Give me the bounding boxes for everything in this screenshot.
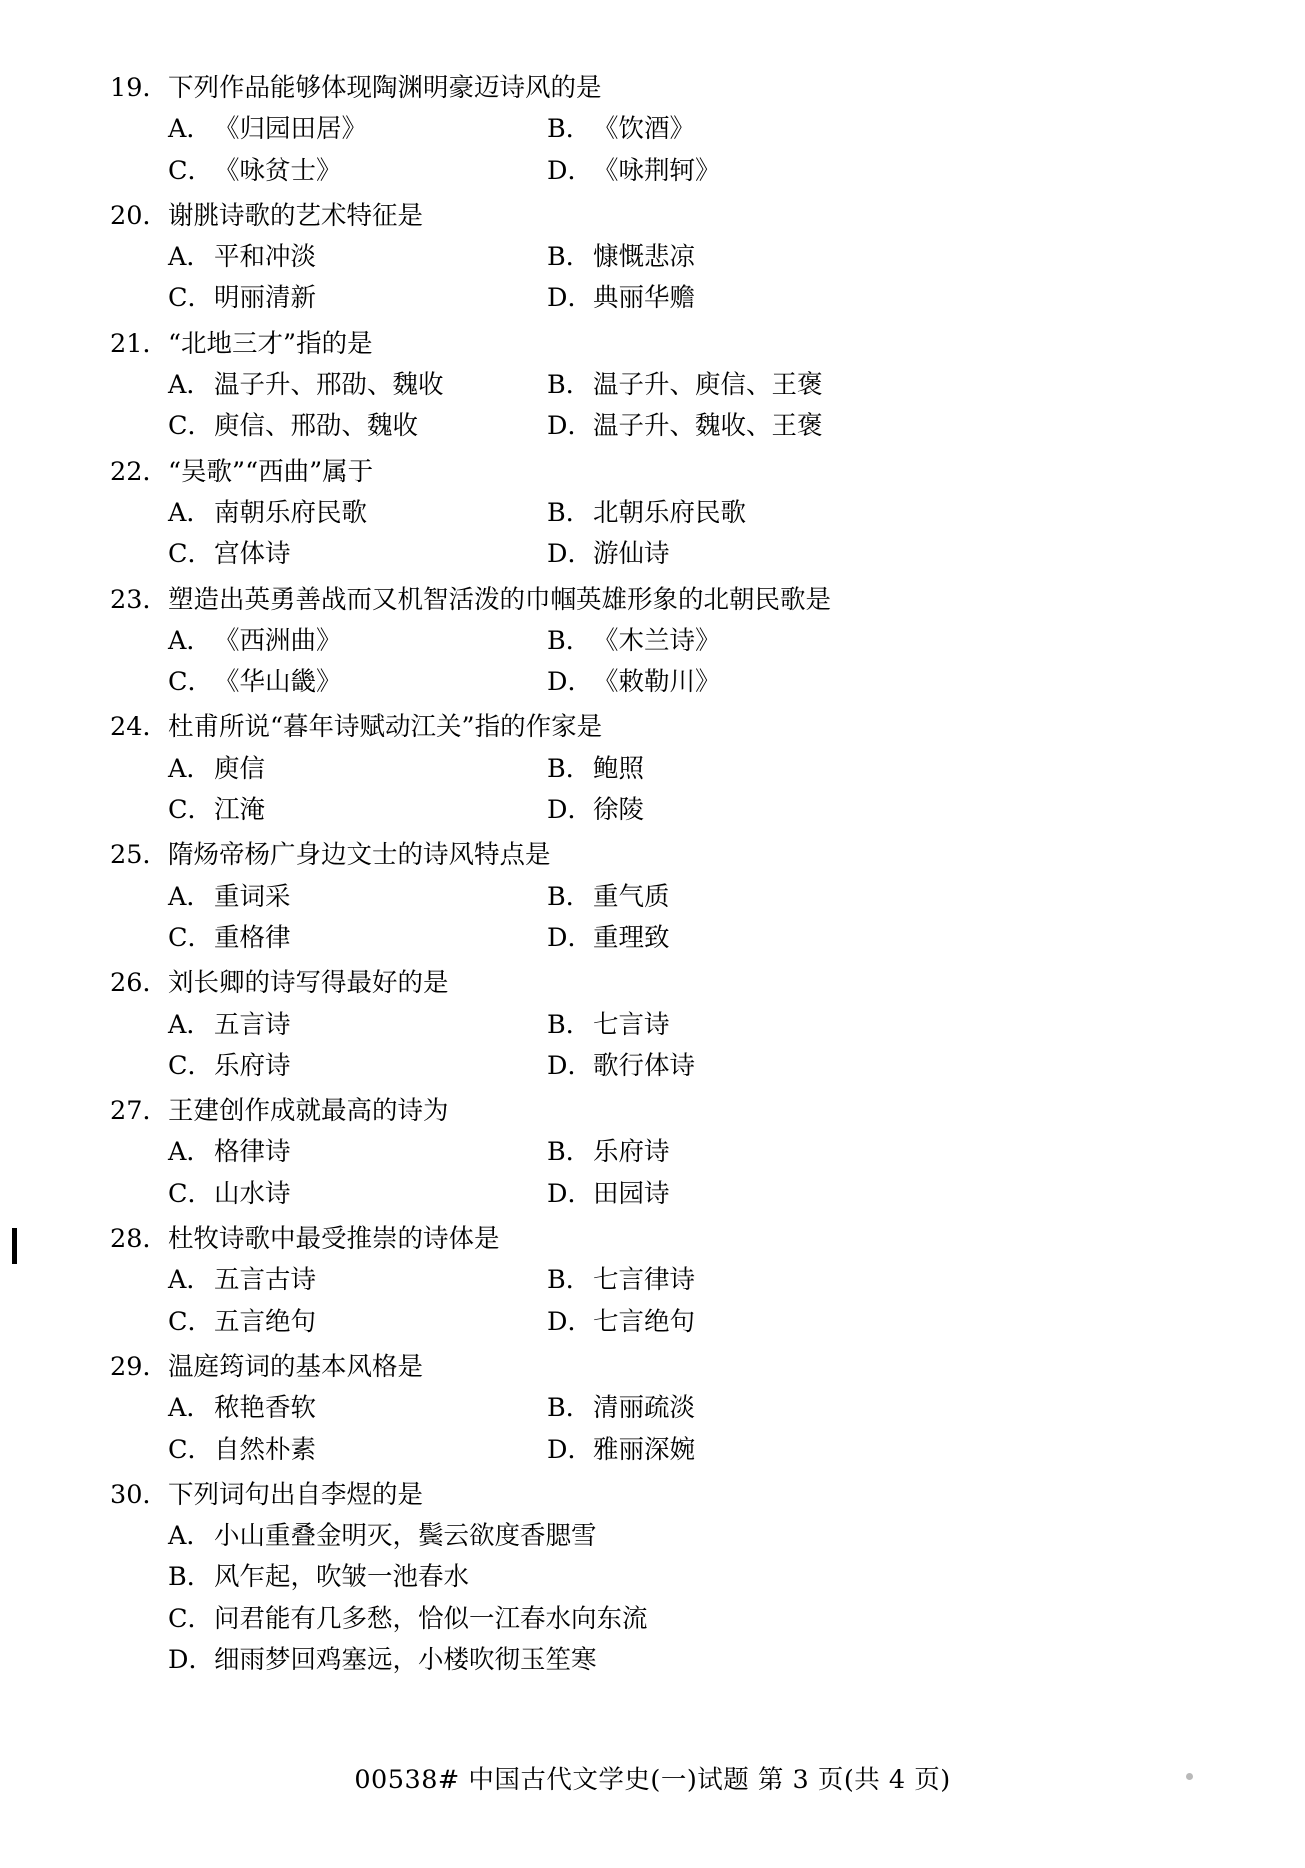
question-number: 21． (110, 328, 168, 359)
question-item (110, 68, 1200, 192)
option-text: 《华山畿》 (214, 667, 342, 698)
option-text: 秾艳香软 (214, 1393, 317, 1424)
question-stem (110, 196, 1200, 237)
option-text: 清丽疏淡 (593, 1393, 696, 1424)
option-text: 南朝乐府民歌 (214, 497, 368, 528)
option-row (110, 1557, 1200, 1598)
option-text: 歌行体诗 (593, 1050, 696, 1081)
question-text: 刘长卿的诗写得最好的是 (168, 968, 449, 999)
question-number: 28． (110, 1224, 168, 1255)
question-text: 下列词句出自李煜的是 (168, 1479, 424, 1510)
question-text: “北地三才”指的是 (168, 328, 373, 359)
question-text: 下列作品能够体现陶渊明豪迈诗风的是 (168, 73, 602, 103)
option-c[interactable] (110, 1174, 515, 1215)
option-row (110, 1046, 1200, 1087)
option-text: 《敕勒川》 (593, 667, 721, 698)
option-a[interactable] (110, 365, 515, 406)
option-text: 《西洲曲》 (214, 625, 342, 656)
option-text: 鲍照 (593, 753, 645, 784)
option-text: 重气质 (593, 881, 670, 912)
option-label: B． (168, 1562, 213, 1593)
question-number: 24． (110, 712, 168, 743)
question-stem (110, 68, 1200, 109)
option-row (110, 1260, 1200, 1301)
question-stem (110, 1475, 1200, 1516)
question-item (110, 963, 1200, 1087)
option-row (110, 1302, 1200, 1343)
option-a[interactable] (110, 1388, 515, 1429)
option-b[interactable] (515, 1132, 1200, 1173)
option-row (110, 1388, 1200, 1429)
page-corner-mark (1186, 1773, 1193, 1780)
option-row (110, 1516, 1200, 1557)
option-a[interactable] (110, 493, 515, 534)
question-item (110, 1091, 1200, 1215)
option-label: A． (168, 497, 212, 528)
option-d[interactable] (515, 1046, 1200, 1087)
question-number: 30． (110, 1479, 168, 1510)
option-text: 五言古诗 (214, 1265, 317, 1296)
option-label: C． (168, 667, 214, 698)
question-stem (110, 707, 1200, 748)
option-text: 乐府诗 (593, 1137, 670, 1168)
option-d[interactable] (515, 534, 1200, 575)
question-text: 谢朓诗歌的艺术特征是 (168, 200, 424, 231)
option-text: 《木兰诗》 (593, 625, 721, 656)
option-text: 典丽华赡 (593, 283, 696, 314)
option-label: A． (168, 370, 212, 401)
option-row (110, 1599, 1200, 1640)
option-row (110, 1132, 1200, 1173)
question-stem (110, 452, 1200, 493)
option-text: 田园诗 (593, 1178, 670, 1209)
option-a[interactable] (110, 1132, 515, 1173)
option-label: A． (168, 242, 212, 273)
option-c[interactable] (110, 278, 515, 319)
question-item (110, 1347, 1200, 1471)
option-text: 北朝乐府民歌 (593, 497, 747, 528)
option-label: D． (547, 795, 593, 826)
question-item (110, 1475, 1200, 1681)
option-row (110, 534, 1200, 575)
option-text: 江淹 (214, 795, 266, 826)
question-item (110, 835, 1200, 959)
option-a[interactable] (110, 621, 515, 662)
question-item (110, 580, 1200, 704)
question-item (110, 452, 1200, 576)
option-text: 明丽清新 (214, 283, 317, 314)
option-label: C． (168, 1178, 214, 1209)
option-c[interactable] (110, 1599, 1200, 1640)
option-text: 徐陵 (593, 795, 645, 826)
option-b[interactable] (515, 749, 1200, 790)
option-text: 温子升、庾信、王褒 (593, 370, 823, 401)
question-stem (110, 835, 1200, 876)
option-c[interactable] (110, 918, 515, 959)
option-d[interactable] (515, 151, 1200, 192)
option-text: 庾信、邢劭、魏收 (214, 411, 419, 442)
option-c[interactable] (110, 1430, 515, 1471)
option-text: 重格律 (214, 922, 291, 953)
option-label: A． (168, 1393, 212, 1424)
option-row (110, 237, 1200, 278)
option-text: 温子升、邢劭、魏收 (214, 370, 444, 401)
option-row (110, 1430, 1200, 1471)
option-b[interactable] (515, 1388, 1200, 1429)
option-label: B． (547, 114, 592, 145)
option-label: B． (547, 753, 592, 784)
option-text: 格律诗 (214, 1137, 291, 1168)
option-label: C． (168, 795, 214, 826)
option-row (110, 493, 1200, 534)
option-a[interactable] (110, 1516, 1200, 1557)
footer-text: 00538# 中国古代文学史(一)试题 第 3 页(共 4 页) (354, 1765, 951, 1795)
option-text: 小山重叠金明灭，鬓云欲度香腮雪 (214, 1521, 597, 1552)
option-text: 《饮酒》 (593, 114, 696, 145)
option-text: 乐府诗 (214, 1050, 291, 1081)
option-label: B． (547, 1393, 592, 1424)
option-b[interactable] (515, 877, 1200, 918)
option-d[interactable] (110, 1640, 1200, 1681)
option-row (110, 151, 1200, 192)
option-d[interactable] (515, 662, 1200, 703)
option-label: D． (547, 667, 593, 698)
question-item (110, 707, 1200, 831)
option-c[interactable] (110, 406, 515, 447)
question-stem (110, 324, 1200, 365)
option-label: C． (168, 1050, 214, 1081)
option-label: C． (168, 1306, 214, 1337)
question-text: 王建创作成就最高的诗为 (168, 1096, 449, 1127)
option-label: C． (168, 539, 214, 570)
option-row (110, 749, 1200, 790)
option-row (110, 1005, 1200, 1046)
option-row (110, 877, 1200, 918)
option-label: D． (547, 1050, 593, 1081)
option-label: C． (168, 411, 214, 442)
option-label: B． (547, 1009, 592, 1040)
option-d[interactable] (515, 790, 1200, 831)
option-text: 七言诗 (593, 1009, 670, 1040)
option-c[interactable] (110, 534, 515, 575)
option-label: D． (547, 922, 593, 953)
option-text: 山水诗 (214, 1178, 291, 1209)
question-number: 22． (110, 456, 168, 487)
option-label: A． (168, 1521, 212, 1552)
option-text: 重词采 (214, 881, 291, 912)
option-c[interactable] (110, 1046, 515, 1087)
option-text: 七言绝句 (593, 1306, 696, 1337)
option-label: D． (547, 411, 593, 442)
option-label: C． (168, 922, 214, 953)
option-text: 五言绝句 (214, 1306, 317, 1337)
option-text: 七言律诗 (593, 1265, 696, 1296)
option-text: 平和冲淡 (214, 242, 317, 273)
option-d[interactable] (515, 278, 1200, 319)
option-a[interactable] (110, 877, 515, 918)
option-text: 宫体诗 (214, 539, 291, 570)
option-row (110, 621, 1200, 662)
page-edge-mark (12, 1228, 17, 1264)
option-row (110, 662, 1200, 703)
option-label: A． (168, 1009, 212, 1040)
option-d[interactable] (515, 918, 1200, 959)
question-number: 29． (110, 1351, 168, 1382)
option-label: C． (168, 1603, 214, 1634)
question-stem (110, 963, 1200, 1004)
option-label: A． (168, 625, 212, 656)
question-number: 27． (110, 1096, 168, 1127)
question-item (110, 1219, 1200, 1343)
option-a[interactable] (110, 749, 515, 790)
option-a[interactable] (110, 237, 515, 278)
option-text: 《咏荆轲》 (593, 155, 721, 186)
option-label: B． (547, 881, 592, 912)
option-b[interactable] (515, 237, 1200, 278)
option-label: D． (547, 155, 593, 186)
option-text: 《归园田居》 (214, 114, 368, 145)
question-stem (110, 580, 1200, 621)
question-number: 26． (110, 968, 168, 999)
option-text: 游仙诗 (593, 539, 670, 570)
question-stem (110, 1219, 1200, 1260)
option-label: D． (547, 1178, 593, 1209)
option-row (110, 109, 1200, 150)
option-label: B． (547, 242, 592, 273)
question-number: 20． (110, 200, 168, 231)
option-row (110, 1640, 1200, 1681)
option-c[interactable] (110, 151, 515, 192)
option-label: A． (168, 114, 212, 145)
option-text: 雅丽深婉 (593, 1434, 696, 1465)
option-text: 细雨梦回鸡塞远，小楼吹彻玉笙寒 (214, 1644, 597, 1675)
option-label: A． (168, 1265, 212, 1296)
option-label: C． (168, 155, 214, 186)
option-b[interactable] (515, 493, 1200, 534)
option-d[interactable] (515, 1302, 1200, 1343)
option-row (110, 406, 1200, 447)
option-b[interactable] (515, 365, 1200, 406)
option-row (110, 918, 1200, 959)
option-label: D． (547, 1306, 593, 1337)
question-text: 温庭筠词的基本风格是 (168, 1351, 424, 1382)
option-c[interactable] (110, 662, 515, 703)
option-a[interactable] (110, 109, 515, 150)
option-b[interactable] (515, 109, 1200, 150)
option-label: C． (168, 1434, 214, 1465)
option-text: 慷慨悲凉 (593, 242, 696, 273)
option-text: 问君能有几多愁，恰似一江春水向东流 (214, 1603, 648, 1634)
question-number: 25． (110, 840, 168, 871)
option-b[interactable] (515, 621, 1200, 662)
option-text: 庾信 (214, 753, 266, 784)
option-a[interactable] (110, 1005, 515, 1046)
option-text: 温子升、魏收、王褒 (593, 411, 823, 442)
option-label: A． (168, 753, 212, 784)
option-label: A． (168, 1137, 212, 1168)
option-label: B． (547, 1265, 592, 1296)
option-row (110, 278, 1200, 319)
question-stem (110, 1091, 1200, 1132)
option-c[interactable] (110, 790, 515, 831)
option-label: D． (168, 1644, 214, 1675)
question-list (110, 68, 1200, 1685)
option-label: D． (547, 1434, 593, 1465)
question-text: “吴歌”“西曲”属于 (168, 456, 374, 487)
question-number: 23． (110, 584, 168, 615)
question-item (110, 324, 1200, 448)
option-label: D． (547, 283, 593, 314)
option-row (110, 790, 1200, 831)
question-text: 塑造出英勇善战而又机智活泼的巾帼英雄形象的北朝民歌是 (168, 584, 832, 615)
option-label: B． (547, 1137, 592, 1168)
option-label: C． (168, 283, 214, 314)
question-item (110, 196, 1200, 320)
question-text: 隋炀帝杨广身边文士的诗风特点是 (168, 840, 551, 871)
option-b[interactable] (515, 1005, 1200, 1046)
question-number: 19． (110, 73, 168, 103)
option-d[interactable] (515, 406, 1200, 447)
option-row (110, 1174, 1200, 1215)
option-label: A． (168, 881, 212, 912)
option-d[interactable] (515, 1174, 1200, 1215)
question-text: 杜牧诗歌中最受推崇的诗体是 (168, 1224, 500, 1255)
question-text: 杜甫所说“暮年诗赋动江关”指的作家是 (168, 712, 603, 743)
option-label: B． (547, 370, 592, 401)
option-text: 重理致 (593, 922, 670, 953)
option-text: 风乍起，吹皱一池春水 (214, 1562, 470, 1593)
option-b[interactable] (515, 1260, 1200, 1301)
option-label: D． (547, 539, 593, 570)
page-footer (0, 1760, 1305, 1796)
option-b[interactable] (110, 1557, 1200, 1598)
option-text: 自然朴素 (214, 1434, 317, 1465)
option-text: 《咏贫士》 (214, 155, 342, 186)
option-d[interactable] (515, 1430, 1200, 1471)
option-label: B． (547, 497, 592, 528)
option-a[interactable] (110, 1260, 515, 1301)
option-row (110, 365, 1200, 406)
option-c[interactable] (110, 1302, 515, 1343)
question-stem (110, 1347, 1200, 1388)
option-label: B． (547, 625, 592, 656)
option-text: 五言诗 (214, 1009, 291, 1040)
